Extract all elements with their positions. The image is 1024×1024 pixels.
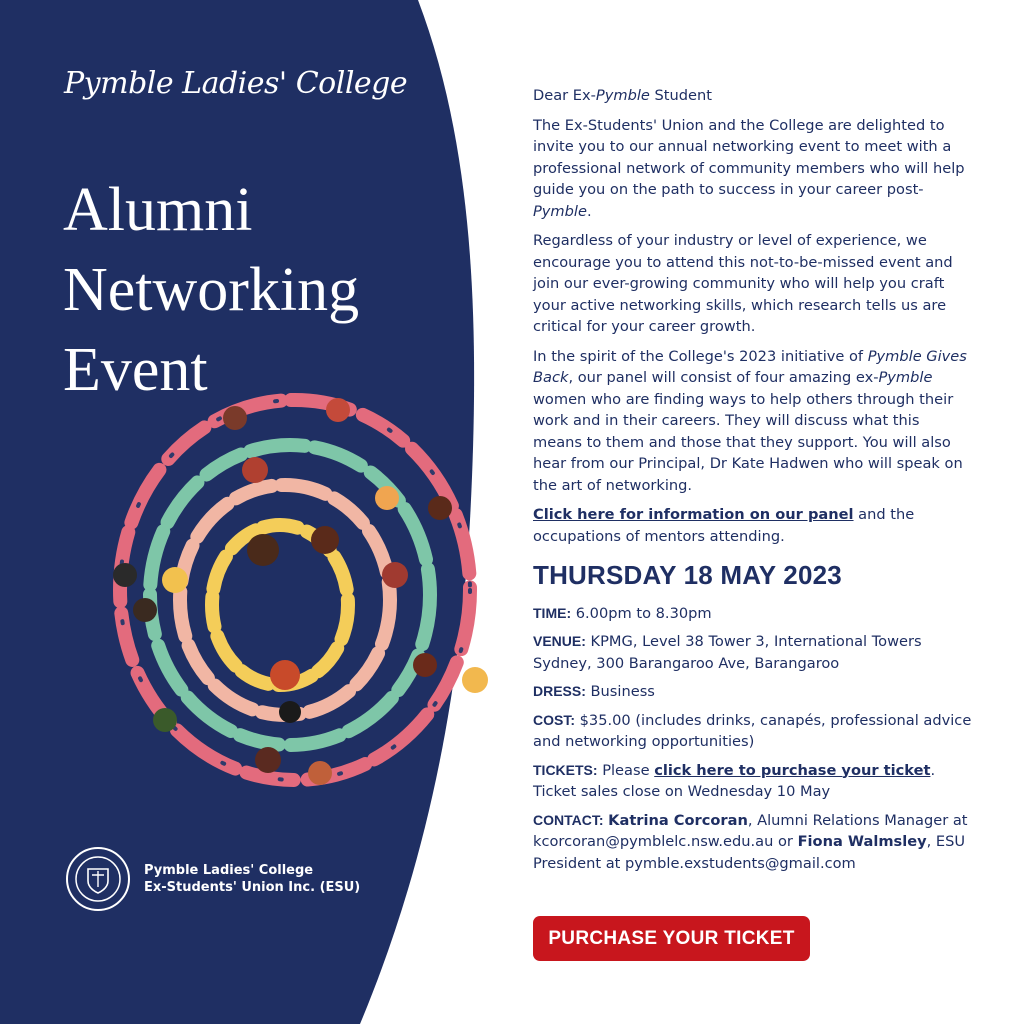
college-crest-icon (64, 845, 132, 913)
venue-detail: VENUE: KPMG, Level 38 Tower 3, International Towers Sydney, 300 Barangaroo Ave, Barangaroo (533, 633, 922, 672)
purchase-ticket-button[interactable]: PURCHASE YOUR TICKET (533, 916, 810, 961)
panel-info-link[interactable]: Click here for information on our panel (533, 506, 854, 523)
title-line: Alumni (63, 176, 253, 244)
contact-detail: CONTACT: Katrina Corcoran, Alumni Relations Manager at kcorcoran@pymblelc.nsw.edu.au or Fiona Walmsley, ESU President at pymble.exstudents@gmail.com (533, 811, 968, 872)
esu-line: Ex-Students' Union Inc. (ESU) (144, 880, 361, 895)
page-title (63, 170, 359, 410)
title-line: Networking (63, 256, 360, 324)
event-date: THURSDAY 18 MAY 2023 (533, 560, 842, 590)
time-detail: TIME: 6.00pm to 8.30pm (533, 604, 712, 622)
college-logo[interactable]: Pymble Ladies' College (64, 66, 408, 101)
intro-paragraph: The Ex-Students' Union and the College are delighted to invite you to our annual networking event to meet with a professional network of community members who will help guide you on the path to success in your career post-Pymble. (533, 116, 965, 220)
letter-body (533, 85, 973, 881)
purchase-ticket-link[interactable]: click here to purchase your ticket (654, 761, 931, 779)
dress-detail: DRESS: Business (533, 683, 655, 700)
greeting: Dear Ex-Pymble Student (533, 87, 712, 104)
people-circle-illustration (95, 390, 495, 810)
tickets-detail: TICKETS: Please click here to purchase your ticket. Ticket sales close on Wednesday 10 May (533, 761, 936, 800)
panel-paragraph: In the spirit of the College's 2023 initiative of Pymble Gives Back, our panel will consist of four amazing ex-Pymble women who are finding ways to help others through their work and in their careers. They will discuss what this means to them and those that they support. You will also hear from our Principal, Dr Kate Hadwen who will speak on the art of networking. (533, 347, 967, 494)
esu-line: Pymble Ladies' College (144, 863, 314, 878)
cost-detail: COST: $35.00 (includes drinks, canapés, professional advice and networking opportunities) (533, 711, 972, 750)
title-line: Event (63, 336, 208, 404)
encourage-paragraph: Regardless of your industry or level of experience, we encourage you to attend this not-to-be-missed event and join our ever-growing community who will help you craft your active networking skills, which research tells us are critical for your career growth. (533, 232, 953, 335)
esu-label (144, 862, 360, 896)
panel-info-paragraph: Click here for information on our panel and the occupations of mentors attending. (533, 506, 915, 545)
